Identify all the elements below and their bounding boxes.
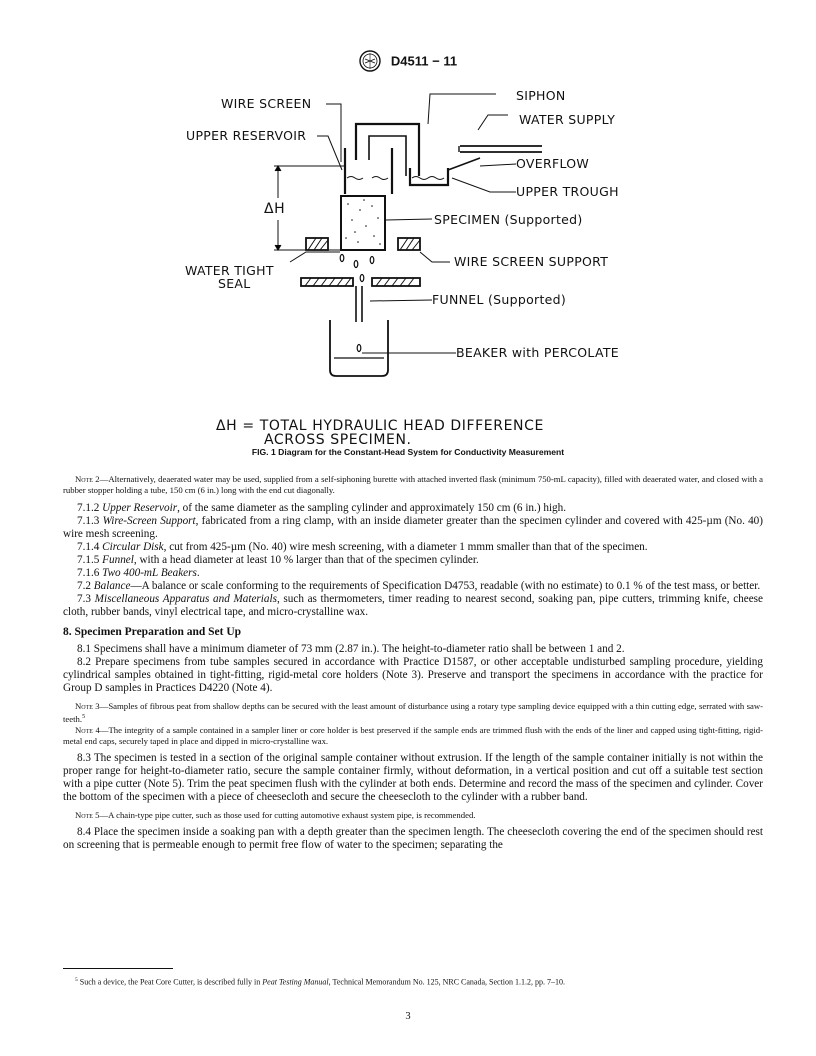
label-upper-trough: UPPER TROUGH (516, 184, 619, 199)
body-text (63, 474, 763, 852)
label-wire-screen: WIRE SCREEN (221, 96, 312, 111)
document-designation: D4511 − 11 (390, 53, 458, 69)
para-7-1-3: 7.1.3 Wire-Screen Support, fabricated from a ring clamp, with an inside diameter greater than the specimen cylinder and covered with 425-µm (No. 40) wire mesh screening. (63, 515, 763, 540)
label-seal: SEAL (218, 276, 251, 291)
label-upper-reservoir: UPPER RESERVOIR (186, 128, 307, 143)
footnote-rule (63, 968, 173, 969)
footnote-5: $^5$ Such a device, the Peat Core Cutter, is described fully in Peat Testing Manual, Technical Memorandum No. 125, NRC Canada, Section 1.1.2, pp. 7–10. (75, 977, 566, 987)
para-8-4: 8.4 Place the specimen inside a soaking pan with a depth greater than the specimen length. The cheesecloth covering the end of the specimen should rest on screening that is permeable enough to permit free flow of water to the specimen; separating the (63, 825, 763, 851)
water-supply-pipe (460, 146, 542, 152)
label-funnel: FUNNEL (Supported) (432, 292, 567, 307)
document-header (0, 50, 816, 72)
para-8-2: 8.2 Prepare specimens from tube samples secured in accordance with Practice D1587, or other acceptable undisturbed sampling procedure, yielding cylindrical samples obtained in tight-fitting, rigid-metal core holders (Note 3). Preserve and transport the specimens in accordance with the practice for Group D samples in Practices D4220 (Note 4). (63, 656, 763, 694)
note-3: Note 3—Samples of fibrous peat from shallow depths can be secured with the least amount of disturbance using a rotary type sampling device equipped with a thin cutting edge, serrated with saw-teeth.$^5$ (63, 701, 763, 724)
label-delta-h: ΔH (264, 201, 286, 217)
beaker (330, 320, 388, 376)
para-8-3: 8.3 The specimen is tested in a section of the original sample container without extrusion. If the length of the sample container initially is not within the proper range for height-to-diameter ratio, secure the sample container firmly, without deformation, in a vertical position and cut off a suitable test section with a pipe cutter (Note 5). Trim the peat specimen flush with the cylinder at both ends. Determine and record the mass of the specimen and cylinder. Cover the bottom of the specimen with a piece of cheesecloth and secure the cheesecloth to the cylinder with a rubber band. (63, 751, 763, 803)
page-number: 3 (405, 1011, 411, 1022)
funnel-stem (356, 286, 362, 322)
para-7-2: 7.2 Balance—A balance or scale conforming to the requirements of Specification D4753, readable (with no estimate) to 0.1 % of the test mass, or better. (77, 580, 761, 592)
figure-constant-head-diagram (0, 70, 816, 445)
label-wire-screen-support: WIRE SCREEN SUPPORT (454, 254, 609, 269)
label-siphon: SIPHON (516, 88, 566, 103)
section-8-heading: 8. Specimen Preparation and Set Up (63, 626, 242, 638)
note-5: Note 5—A chain-type pipe cutter, such as those used for cutting automotive exhaust system pipe, is recommended. (75, 809, 476, 820)
figure-legend-line-1: ΔH = TOTAL HYDRAULIC HEAD DIFFERENCE (216, 418, 544, 434)
overflow-pipe (448, 158, 480, 170)
figure-legend-line-2: ACROSS SPECIMEN. (264, 432, 412, 445)
para-7-3: 7.3 Miscellaneous Apparatus and Materials, such as thermometers, timer reading to nearest second, soaking pan, pipe cutters, trimming knife, cheese cloth, rubber bands, vinyl electrical tape, and micro-crystalline wax. (63, 593, 764, 618)
astm-logo-icon (359, 50, 381, 72)
label-water-supply: WATER SUPPLY (519, 112, 616, 127)
label-specimen: SPECIMEN (Supported) (434, 212, 583, 227)
note-2: Note 2—Alternatively, deaerated water may be used, supplied from a self-siphoning burette with attached inverted flask (minimum 750-mL capacity), filled with deaerated water, and closed with a rubber stopper holding a tube, 150 cm (6 in.) long with the end cut diagonally. (63, 474, 764, 495)
para-7-1-5: 7.1.5 Funnel, with a head diameter at least 10 % larger than that of the specimen cylinder. (77, 554, 479, 566)
label-overflow: OVERFLOW (516, 156, 590, 171)
para-7-1-2: 7.1.2 Upper Reservoir, of the same diameter as the sampling cylinder and approximately 150 cm (6 in.) high. (77, 502, 567, 514)
label-water-tight: WATER TIGHT (185, 263, 274, 278)
para-7-1-4: 7.1.4 Circular Disk, cut from 425-µm (No. 40) wire mesh screening, with a diameter 1 mmm smaller than that of the specimen. (77, 541, 648, 553)
seal-bar-left (301, 278, 353, 286)
para-7-1-6: 7.1.6 Two 400-mL Beakers. (77, 567, 200, 579)
figure-caption: FIG. 1 Diagram for the Constant-Head System for Conductivity Measurement (251, 447, 565, 457)
label-beaker: BEAKER with PERCOLATE (456, 345, 620, 360)
note-4: Note 4—The integrity of a sample contained in a sampler liner or core holder is best preserved if the sample ends are trimmed flush with the ends of the liner and capped using tight-fitting, rigid-metal end caps, securely taped in place and dipped in micro-crystalline wax. (63, 724, 763, 746)
para-8-1: 8.1 Specimens shall have a minimum diameter of 73 mm (2.87 in.). The height-to-diameter ratio shall be between 1 and 2. (77, 643, 625, 655)
